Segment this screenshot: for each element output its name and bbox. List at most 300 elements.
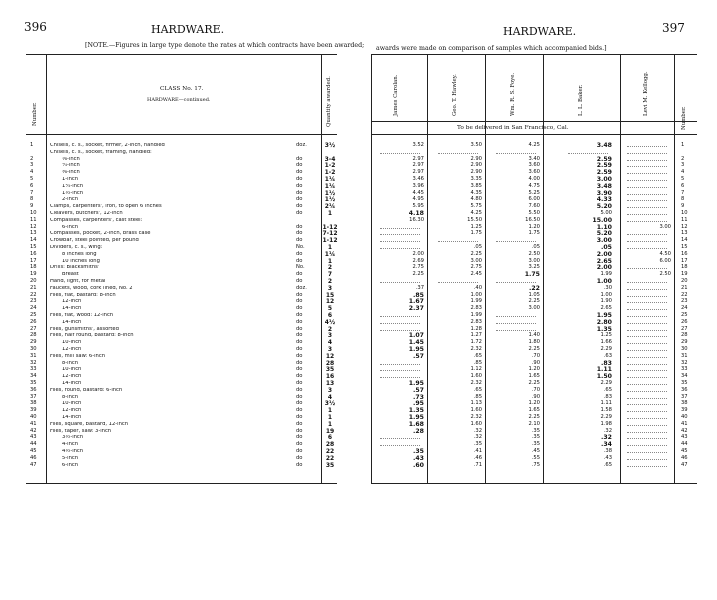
awarded-bid: .35 bbox=[413, 448, 424, 455]
awarded-bid: 1.35 bbox=[596, 325, 612, 333]
bid-value: 2.25 bbox=[528, 414, 540, 420]
quantity-awarded: 16 bbox=[325, 373, 335, 381]
row-number: 14 bbox=[30, 237, 37, 244]
bid-value: .65 bbox=[603, 386, 612, 393]
empty-cell-leader bbox=[380, 231, 420, 235]
table-row bbox=[0, 395, 717, 401]
empty-cell-leader bbox=[627, 401, 667, 405]
empty-cell-leader bbox=[627, 347, 667, 351]
table-row bbox=[0, 225, 717, 231]
empty-cell-leader bbox=[627, 204, 667, 208]
empty-cell-leader bbox=[627, 286, 667, 290]
row-number: 30 bbox=[30, 346, 37, 352]
empty-cell-leader bbox=[627, 245, 667, 249]
row-number: 38 bbox=[30, 400, 37, 407]
empty-cell-leader bbox=[627, 415, 667, 419]
row-number-right: 35 bbox=[681, 380, 688, 386]
quantity-awarded: 19 bbox=[325, 427, 335, 435]
quantity-awarded: 2 bbox=[327, 278, 333, 285]
unit-label: do bbox=[296, 230, 303, 237]
bid-value: 2.97 bbox=[412, 155, 424, 162]
awarded-bid: .34 bbox=[601, 441, 612, 449]
right-table-top-rule bbox=[371, 54, 697, 55]
bid-value: .30 bbox=[603, 284, 612, 291]
item-description: 6-inch bbox=[62, 224, 79, 230]
empty-cell-leader bbox=[438, 238, 478, 242]
bid-value: 1.60 bbox=[470, 420, 482, 427]
awarded-bid: .73 bbox=[413, 393, 424, 401]
item-description: Crowbar, steel pointed, per pound bbox=[50, 238, 139, 244]
bid-value: .32 bbox=[473, 434, 482, 441]
row-number-right: 14 bbox=[681, 237, 688, 244]
table-row bbox=[0, 259, 717, 265]
bid-value: 5.95 bbox=[412, 203, 424, 210]
row-number: 11 bbox=[30, 216, 37, 223]
row-number: 43 bbox=[30, 434, 37, 441]
empty-cell-leader bbox=[627, 150, 667, 154]
row-number: 35 bbox=[30, 380, 37, 386]
unit-label: do bbox=[296, 271, 303, 278]
table-row bbox=[0, 429, 717, 435]
unit-label: do bbox=[296, 427, 303, 434]
row-number: 21 bbox=[30, 284, 37, 291]
row-number-right: 18 bbox=[681, 264, 688, 271]
row-number-right: 2 bbox=[681, 155, 685, 162]
awarded-bid: 1.95 bbox=[408, 414, 424, 421]
item-description: Chisels, c. s., socket, framing, handled: bbox=[50, 149, 152, 155]
bid-value: 2.90 bbox=[470, 155, 482, 162]
bid-value: .83 bbox=[603, 393, 612, 400]
unit-label: do bbox=[296, 461, 303, 468]
table-row bbox=[0, 422, 717, 428]
empty-cell-leader bbox=[627, 238, 667, 242]
table-row bbox=[0, 286, 717, 292]
empty-cell-leader bbox=[496, 150, 536, 154]
table-row bbox=[0, 456, 717, 462]
empty-cell-leader bbox=[627, 163, 667, 167]
empty-cell-leader bbox=[496, 279, 536, 283]
item-description: Files, flat, bastard: 8-inch bbox=[50, 292, 116, 298]
bid-value: 2.10 bbox=[528, 420, 540, 427]
empty-cell-leader bbox=[627, 327, 667, 331]
table-row bbox=[0, 442, 717, 448]
table-row bbox=[0, 177, 717, 183]
bid-value: 1.12 bbox=[470, 366, 482, 373]
unit-label: No. bbox=[296, 244, 305, 250]
empty-cell-leader bbox=[627, 293, 667, 297]
bid-value: 2.75 bbox=[470, 264, 482, 271]
bid-value: 2.32 bbox=[470, 380, 482, 386]
row-number-right: 40 bbox=[681, 414, 688, 420]
row-number: 18 bbox=[30, 264, 37, 271]
bid-value: 1.11 bbox=[600, 400, 612, 407]
table-row bbox=[0, 333, 717, 339]
row-number: 13 bbox=[30, 230, 37, 237]
row-number-right: 45 bbox=[681, 448, 688, 454]
table-row bbox=[0, 150, 717, 156]
quantity-awarded: 1¼ bbox=[324, 182, 336, 190]
bid-value: 1.13 bbox=[470, 400, 482, 407]
row-number-right: 29 bbox=[681, 339, 688, 346]
item-description: Compasses, pocket, 2-inch, brass case bbox=[50, 231, 151, 237]
bid-value: 3.35 bbox=[470, 176, 482, 182]
table-row bbox=[0, 463, 717, 469]
bid-value: .90 bbox=[531, 393, 540, 400]
row-number: 6 bbox=[30, 182, 34, 189]
awarded-bid: .83 bbox=[601, 359, 612, 367]
table-row bbox=[0, 211, 717, 217]
item-description: Files, mill saw: 6-inch bbox=[50, 353, 105, 359]
item-description: 8 inches long bbox=[62, 251, 97, 257]
row-number: 10 bbox=[30, 210, 37, 216]
row-number-right: 38 bbox=[681, 400, 688, 407]
unit-label: do bbox=[296, 434, 303, 441]
awarded-bid: 1.10 bbox=[596, 223, 612, 231]
empty-cell-leader bbox=[380, 442, 420, 446]
row-number: 7 bbox=[30, 189, 34, 196]
table-row bbox=[0, 449, 717, 455]
quantity-awarded: 1-12 bbox=[322, 237, 338, 245]
table-row bbox=[0, 415, 717, 421]
awarded-bid: 1.68 bbox=[408, 420, 424, 428]
item-description: 6-inch bbox=[62, 462, 79, 468]
item-description: 10-inch bbox=[62, 401, 82, 407]
empty-cell-leader bbox=[496, 313, 536, 317]
item-description: 10-inch bbox=[62, 367, 82, 373]
empty-cell-leader bbox=[380, 150, 420, 154]
row-number-right: 22 bbox=[681, 291, 688, 298]
bid-value: 1.98 bbox=[600, 420, 612, 427]
awarded-bid: .60 bbox=[413, 461, 424, 469]
empty-cell-leader bbox=[380, 374, 420, 378]
row-number: 16 bbox=[30, 250, 37, 257]
item-description: Files, flat, wood: 12-inch bbox=[50, 313, 114, 318]
row-number: 26 bbox=[30, 318, 37, 325]
awarded-bid: 3.00 bbox=[596, 176, 612, 183]
quantity-awarded: 28 bbox=[325, 359, 335, 367]
bid-value: .90 bbox=[531, 359, 540, 366]
empty-cell-leader bbox=[627, 449, 667, 453]
bid-value: 3.85 bbox=[470, 182, 482, 189]
right-note: awards were made on comparison of samples which accompanied bids.] bbox=[376, 45, 607, 52]
quantity-awarded: 5 bbox=[327, 305, 333, 313]
empty-cell-leader bbox=[627, 395, 667, 399]
unit-label: do bbox=[296, 169, 303, 176]
quantity-awarded: 13 bbox=[325, 380, 335, 387]
bid-value: 2.69 bbox=[412, 257, 424, 264]
row-number-right: 33 bbox=[681, 366, 688, 373]
bid-value: .40 bbox=[473, 284, 482, 291]
table-row bbox=[0, 320, 717, 326]
row-number-right: 39 bbox=[681, 407, 688, 414]
bid-value: 1.99 bbox=[470, 312, 482, 318]
quantity-awarded: 6 bbox=[327, 312, 333, 319]
empty-cell-leader bbox=[568, 150, 608, 154]
quantity-awarded: 1 bbox=[327, 407, 333, 415]
quantity-awarded: 3½ bbox=[324, 142, 336, 149]
bid-value: 1.58 bbox=[600, 407, 612, 414]
empty-cell-leader bbox=[627, 313, 667, 317]
bid-value: 2.45 bbox=[470, 271, 482, 278]
unit-label: do bbox=[296, 223, 303, 230]
right-table-bottom-rule bbox=[371, 483, 697, 484]
bid-value: 2.29 bbox=[600, 380, 612, 386]
row-number-right: 27 bbox=[681, 325, 688, 332]
quantity-awarded: 6 bbox=[327, 434, 333, 442]
empty-cell-leader bbox=[627, 429, 667, 433]
item-description: 2-inch bbox=[62, 197, 79, 203]
awarded-bid: 2.80 bbox=[596, 318, 612, 326]
item-description: 1-inch bbox=[62, 177, 79, 182]
quantity-awarded: 22 bbox=[325, 448, 335, 455]
bid-value: .32 bbox=[473, 427, 482, 434]
table-row bbox=[0, 231, 717, 237]
bid-value: .05 bbox=[531, 244, 540, 250]
table-row bbox=[0, 381, 717, 387]
quantity-awarded: 3 bbox=[327, 386, 333, 394]
bid-value: 1.75 bbox=[528, 230, 540, 237]
unit-label: do bbox=[296, 339, 303, 346]
empty-cell-leader bbox=[438, 150, 478, 154]
unit-label: doz. bbox=[296, 142, 307, 148]
empty-cell-leader bbox=[627, 435, 667, 439]
quantity-awarded: 3½ bbox=[324, 400, 336, 408]
bid-value: 1.90 bbox=[600, 298, 612, 305]
awarded-bid: .43 bbox=[413, 454, 424, 462]
row-number-right: 43 bbox=[681, 434, 688, 441]
quantity-awarded: 35 bbox=[325, 366, 335, 374]
unit-label: do bbox=[296, 155, 303, 162]
bid-value: 2.83 bbox=[470, 318, 482, 325]
bid-value: .85 bbox=[473, 393, 482, 400]
empty-cell-leader bbox=[627, 320, 667, 324]
unit-label: do bbox=[296, 196, 303, 203]
bid-value: .45 bbox=[531, 448, 540, 454]
unit-label: do bbox=[296, 332, 303, 339]
class-title: CLASS No. 17. bbox=[160, 86, 204, 92]
row-number-right: 42 bbox=[681, 427, 688, 434]
item-description: Hand, light, for metal bbox=[50, 279, 106, 284]
unit-label: do bbox=[296, 325, 303, 332]
awarded-bid: 4.18 bbox=[408, 210, 424, 217]
row-number: 2 bbox=[30, 155, 34, 162]
item-description: 10-inch bbox=[62, 340, 82, 346]
row-number-right: 6 bbox=[681, 182, 685, 189]
unit-label: do bbox=[296, 393, 303, 400]
unit-label: do bbox=[296, 318, 303, 325]
item-description: 14-inch bbox=[62, 306, 82, 312]
left-table-bottom-rule bbox=[26, 483, 337, 484]
awarded-bid: .22 bbox=[529, 284, 540, 292]
quantity-awarded: 1-2 bbox=[324, 162, 336, 170]
empty-cell-leader bbox=[627, 354, 667, 358]
empty-cell-leader bbox=[627, 218, 667, 222]
row-number-right: 19 bbox=[681, 271, 688, 278]
item-description: Faucets, wood, cork lined, No. 2 bbox=[50, 285, 133, 291]
row-number: 9 bbox=[30, 203, 34, 210]
bid-value: 1.60 bbox=[470, 407, 482, 414]
bid-value: 2.25 bbox=[412, 271, 424, 278]
empty-cell-leader bbox=[380, 367, 420, 371]
item-description: 5-inch bbox=[62, 455, 79, 461]
item-description: Files, round, bastard: 6-inch bbox=[50, 387, 123, 393]
row-number: 42 bbox=[30, 427, 37, 434]
quantity-awarded: 4½ bbox=[324, 318, 336, 326]
bid-value: 3.60 bbox=[528, 162, 540, 169]
empty-cell-leader bbox=[627, 184, 667, 188]
unit-label: do bbox=[296, 176, 303, 182]
bid-value: .63 bbox=[603, 352, 612, 359]
bid-value: 2.97 bbox=[412, 162, 424, 169]
item-description: 12-inch bbox=[62, 299, 82, 305]
row-number-right: 37 bbox=[681, 393, 688, 400]
bid-value: 7.60 bbox=[528, 203, 540, 210]
quantity-awarded: 1¼ bbox=[324, 250, 336, 258]
bid-value: 2.50 bbox=[659, 271, 671, 278]
empty-cell-leader bbox=[380, 435, 420, 439]
item-description: Files, taper, saw: 3-inch bbox=[50, 428, 112, 434]
empty-cell-leader bbox=[380, 313, 420, 317]
bid-value: 3.00 bbox=[659, 223, 671, 230]
item-description: 4-inch bbox=[62, 442, 79, 448]
table-row bbox=[0, 184, 717, 190]
quantity-awarded: 1 bbox=[327, 210, 333, 217]
awarded-bid: .57 bbox=[413, 352, 424, 360]
item-description: Compasses, carpenters', cast steel: bbox=[50, 217, 143, 223]
bid-value: 6.00 bbox=[659, 257, 671, 264]
quantity-awarded: 1 bbox=[327, 257, 333, 265]
item-description: 8-inch bbox=[62, 360, 79, 366]
bid-value: .55 bbox=[531, 454, 540, 461]
row-number-right: 5 bbox=[681, 176, 685, 182]
awarded-bid: 2.59 bbox=[596, 169, 612, 177]
empty-cell-leader bbox=[627, 143, 667, 147]
empty-cell-leader bbox=[380, 320, 420, 324]
awarded-bid: .95 bbox=[413, 400, 424, 408]
bid-value: 2.50 bbox=[528, 250, 540, 257]
bid-value: .43 bbox=[603, 454, 612, 461]
row-number: 29 bbox=[30, 339, 37, 346]
left-page-number: 396 bbox=[24, 20, 47, 34]
row-number-right: 36 bbox=[681, 386, 688, 393]
bid-value: .35 bbox=[473, 441, 482, 448]
bid-value: .65 bbox=[473, 386, 482, 393]
row-number: 41 bbox=[30, 420, 37, 427]
awarded-bid: 1.67 bbox=[408, 298, 424, 306]
unit-label: do bbox=[296, 291, 303, 298]
empty-cell-leader bbox=[627, 197, 667, 201]
empty-cell-leader bbox=[380, 361, 420, 365]
empty-cell-leader bbox=[627, 191, 667, 195]
bid-value: 2.32 bbox=[470, 346, 482, 352]
item-description: Files, gunsmiths', assorted bbox=[50, 326, 119, 332]
row-number-right: 13 bbox=[681, 230, 688, 237]
bid-value: 2.90 bbox=[470, 169, 482, 176]
bid-value: 1.80 bbox=[528, 339, 540, 346]
quantity-awarded: 1½ bbox=[324, 189, 336, 197]
bid-value: 5.00 bbox=[600, 210, 612, 216]
unit-label: do bbox=[296, 346, 303, 352]
bidder-header-4: L. L. Baker. bbox=[578, 84, 584, 116]
bid-value: 1.20 bbox=[528, 400, 540, 407]
unit-label: do bbox=[296, 162, 303, 169]
empty-cell-leader bbox=[627, 306, 667, 310]
bid-value: .46 bbox=[473, 454, 482, 461]
table-row bbox=[0, 408, 717, 414]
row-number-right: 28 bbox=[681, 332, 688, 339]
quantity-awarded: 1¼ bbox=[324, 176, 336, 183]
unit-label: do bbox=[296, 420, 303, 427]
bid-value: 3.96 bbox=[412, 182, 424, 189]
row-number: 15 bbox=[30, 244, 37, 250]
table-row bbox=[0, 354, 717, 360]
awarded-bid: .05 bbox=[601, 244, 612, 251]
empty-cell-leader bbox=[496, 238, 536, 242]
row-number-right: 11 bbox=[681, 216, 688, 223]
unit-label: do bbox=[296, 359, 303, 366]
table-row bbox=[0, 191, 717, 197]
empty-cell-leader bbox=[380, 279, 420, 283]
empty-cell-leader bbox=[438, 279, 478, 283]
bid-value: 16.30 bbox=[409, 216, 424, 223]
item-description: 1½-inch bbox=[62, 190, 84, 196]
item-description: Breast bbox=[62, 272, 79, 278]
bid-value: 2.83 bbox=[470, 305, 482, 312]
empty-cell-leader bbox=[627, 367, 667, 371]
table-row bbox=[0, 306, 717, 312]
empty-cell-leader bbox=[627, 157, 667, 161]
bid-value: 5.25 bbox=[528, 189, 540, 196]
bid-value: 2.25 bbox=[528, 380, 540, 386]
awarded-bid: 3.48 bbox=[596, 182, 612, 190]
empty-cell-leader bbox=[380, 225, 420, 229]
row-number-right: 24 bbox=[681, 305, 688, 312]
awarded-bid: 1.75 bbox=[524, 271, 540, 279]
right-page-number: 397 bbox=[662, 21, 685, 35]
empty-cell-leader bbox=[627, 170, 667, 174]
table-row bbox=[0, 293, 717, 299]
awarded-bid: 5.20 bbox=[596, 203, 612, 211]
empty-cell-leader bbox=[627, 361, 667, 365]
bid-value: 2.65 bbox=[600, 305, 612, 312]
unit-label: do bbox=[296, 298, 303, 305]
unit-label: do bbox=[296, 278, 303, 284]
quantity-awarded: 3-4 bbox=[324, 155, 336, 163]
bid-value: 1.75 bbox=[470, 230, 482, 237]
row-number: 20 bbox=[30, 278, 37, 284]
item-description: Drills: Blacksmiths' bbox=[50, 265, 100, 271]
table-row bbox=[0, 374, 717, 380]
bid-value: 16.50 bbox=[525, 216, 540, 223]
empty-cell-leader bbox=[627, 340, 667, 344]
unit-label: do bbox=[296, 448, 303, 454]
quantity-awarded: 4 bbox=[327, 393, 333, 401]
row-number: 27 bbox=[30, 325, 37, 332]
item-description: 14-inch bbox=[62, 415, 82, 420]
row-number-right: 20 bbox=[681, 278, 688, 284]
unit-label: do bbox=[296, 400, 303, 407]
table-row bbox=[0, 245, 717, 251]
empty-cell-leader bbox=[627, 408, 667, 412]
quantity-awarded: 7-12 bbox=[322, 230, 338, 238]
row-number-right: 32 bbox=[681, 359, 688, 366]
empty-cell-leader bbox=[627, 442, 667, 446]
awarded-bid: 3.48 bbox=[596, 142, 612, 149]
delivery-caption: To be delivered in San Francisco, Cal. bbox=[457, 125, 569, 131]
awarded-bid: .32 bbox=[601, 434, 612, 442]
row-number: 8 bbox=[30, 196, 34, 203]
quantity-awarded: 22 bbox=[325, 454, 335, 462]
